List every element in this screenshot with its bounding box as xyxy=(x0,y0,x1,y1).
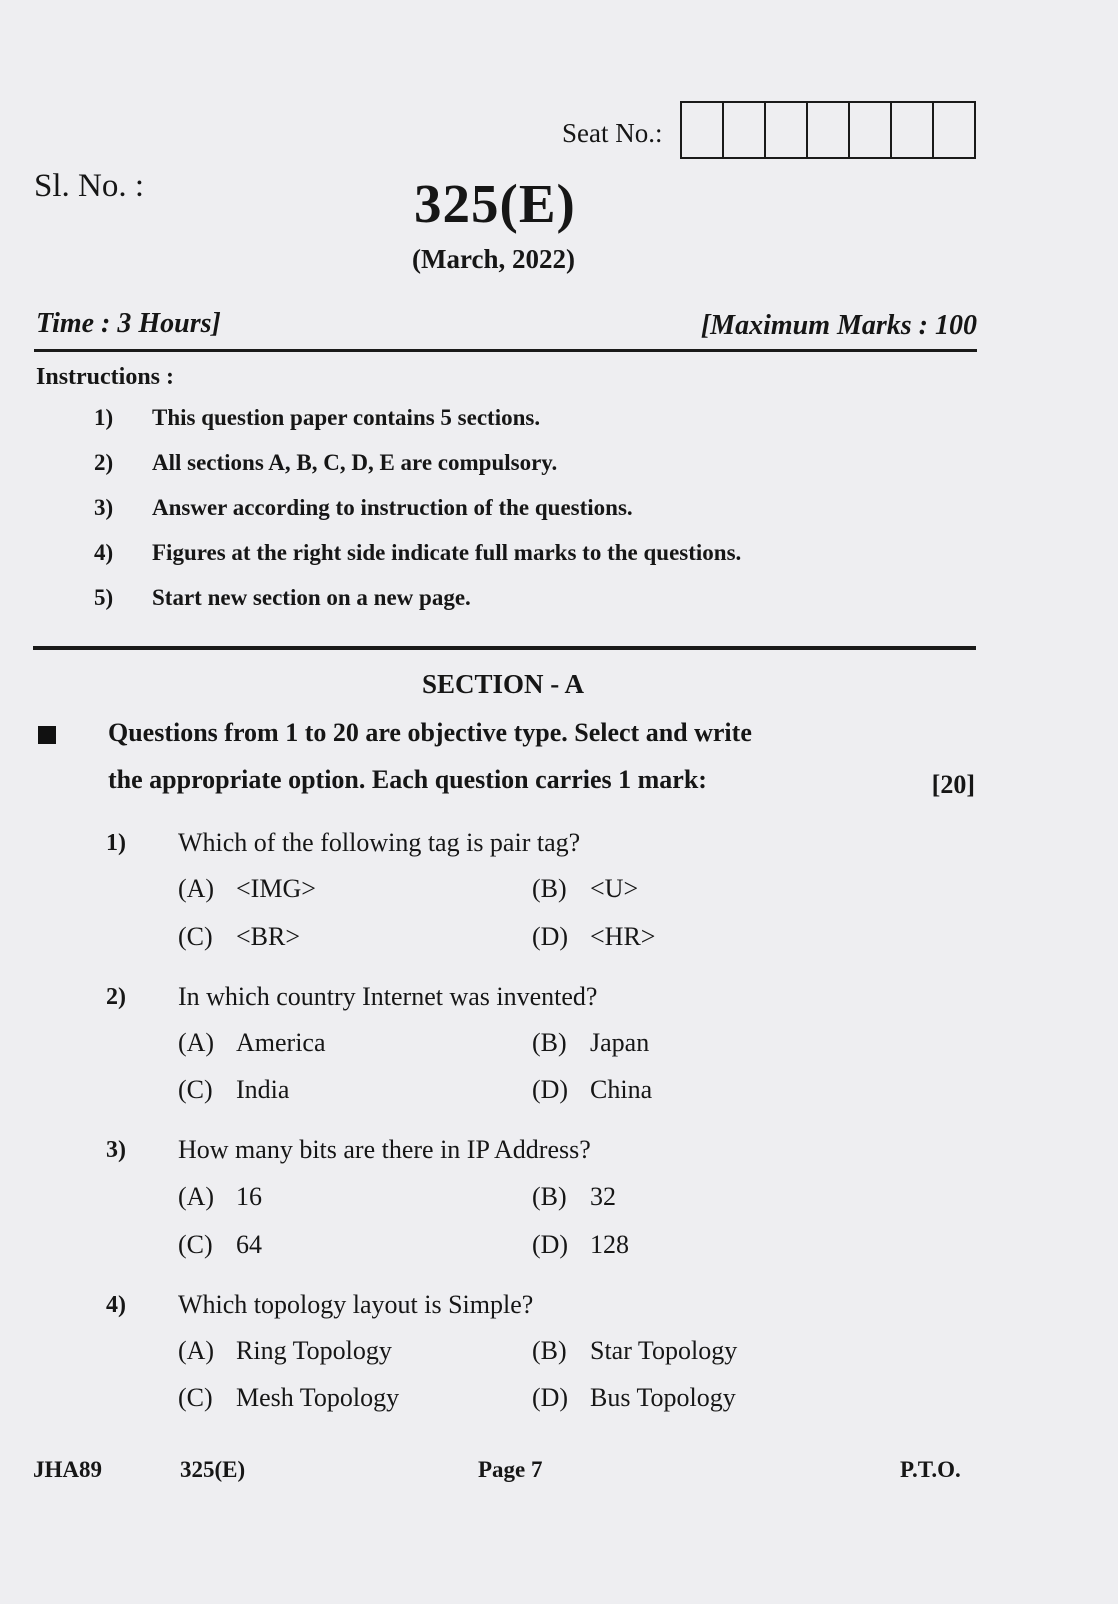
question-text: How many bits are there in IP Address? xyxy=(178,1135,591,1164)
option-label: (C) xyxy=(178,1075,213,1104)
option-text: <HR> xyxy=(590,922,656,951)
please-turn-over: P.T.O. xyxy=(900,1457,961,1482)
instruction-number: 5) xyxy=(94,585,114,610)
option-a xyxy=(178,1028,326,1058)
option-label: (C) xyxy=(178,1230,213,1259)
section-total-marks: [20] xyxy=(931,770,975,799)
option-text: India xyxy=(236,1075,290,1104)
question-text: Which of the following tag is pair tag? xyxy=(178,828,581,857)
seat-digit-box xyxy=(682,103,724,157)
question-number: 1) xyxy=(106,830,126,856)
section-note-line-2: the appropriate option. Each question carries 1 mark: xyxy=(108,765,707,794)
question-number: 3) xyxy=(106,1137,126,1163)
time-allowed: Time : 3 Hours] xyxy=(36,308,221,339)
option-label: (D) xyxy=(532,1383,569,1412)
exam-date: (March, 2022) xyxy=(412,244,575,274)
option-text: 128 xyxy=(590,1230,629,1259)
seat-digit-box xyxy=(850,103,892,157)
option-label: (A) xyxy=(178,1028,215,1057)
option-text: 32 xyxy=(590,1182,616,1211)
question-text: Which topology layout is Simple? xyxy=(178,1290,534,1319)
footer-code: JHA89 xyxy=(33,1457,102,1482)
section-note-line-1: Questions from 1 to 20 are objective type. Select and write xyxy=(108,718,752,747)
option-text: 64 xyxy=(236,1230,262,1259)
seat-number-boxes xyxy=(680,101,976,159)
option-text: 16 xyxy=(236,1182,262,1211)
option-c xyxy=(178,1075,289,1105)
option-text: Japan xyxy=(590,1028,650,1057)
instruction-text: Start new section on a new page. xyxy=(152,585,471,610)
option-d xyxy=(532,1383,736,1413)
seat-digit-box xyxy=(766,103,808,157)
option-text: <U> xyxy=(590,874,639,903)
instruction-text: This question paper contains 5 sections. xyxy=(152,405,541,430)
option-a xyxy=(178,1182,262,1212)
option-a xyxy=(178,1336,392,1366)
option-a xyxy=(178,874,316,904)
option-label: (A) xyxy=(178,1182,215,1211)
section-divider xyxy=(33,646,976,650)
seat-digit-box xyxy=(892,103,934,157)
option-d xyxy=(532,922,655,952)
option-b xyxy=(532,1182,616,1212)
option-c xyxy=(178,1383,399,1413)
option-label: (D) xyxy=(532,922,569,951)
option-c xyxy=(178,922,300,952)
instruction-number: 4) xyxy=(94,540,114,565)
question-number: 2) xyxy=(106,984,126,1010)
footer-paper-code: 325(E) xyxy=(180,1457,246,1482)
option-text: Star Topology xyxy=(590,1336,738,1365)
option-text: China xyxy=(590,1075,653,1104)
instruction-number: 1) xyxy=(94,405,114,430)
instruction-text: Answer according to instruction of the questions. xyxy=(152,495,633,520)
section-title: SECTION - A xyxy=(421,669,585,699)
option-label: (B) xyxy=(532,1336,567,1365)
option-c xyxy=(178,1230,262,1260)
option-label: (A) xyxy=(178,874,215,903)
option-b xyxy=(532,874,638,904)
option-label: (B) xyxy=(532,874,567,903)
maximum-marks: [Maximum Marks : 100 xyxy=(700,310,977,341)
option-label: (D) xyxy=(532,1075,569,1104)
option-text: America xyxy=(236,1028,326,1057)
seat-digit-box xyxy=(724,103,766,157)
option-label: (C) xyxy=(178,1383,213,1412)
instruction-number: 2) xyxy=(94,450,114,475)
seat-number-label: Seat No.: xyxy=(562,118,663,148)
option-text: <BR> xyxy=(236,922,301,951)
option-text: Mesh Topology xyxy=(236,1383,400,1412)
option-b xyxy=(532,1336,737,1366)
question-number: 4) xyxy=(106,1292,126,1318)
instruction-number: 3) xyxy=(94,495,114,520)
option-label: (B) xyxy=(532,1182,567,1211)
option-text: Bus Topology xyxy=(590,1383,736,1412)
header-divider xyxy=(34,349,977,352)
option-label: (D) xyxy=(532,1230,569,1259)
paper-code-title: 325(E) xyxy=(414,173,576,234)
instruction-text: Figures at the right side indicate full marks to the questions. xyxy=(152,540,742,565)
option-label: (C) xyxy=(178,922,213,951)
option-label: (B) xyxy=(532,1028,567,1057)
instructions-title: Instructions : xyxy=(36,364,175,390)
option-text: <IMG> xyxy=(236,874,316,903)
square-bullet-icon xyxy=(38,726,56,744)
seat-digit-box xyxy=(808,103,850,157)
option-label: (A) xyxy=(178,1336,215,1365)
instruction-text: All sections A, B, C, D, E are compulsory. xyxy=(152,450,558,475)
seat-digit-box xyxy=(934,103,974,157)
option-text: Ring Topology xyxy=(236,1336,392,1365)
option-d xyxy=(532,1230,629,1260)
option-b xyxy=(532,1028,649,1058)
option-d xyxy=(532,1075,652,1105)
serial-number-label: Sl. No. : xyxy=(34,168,145,204)
page-number: Page 7 xyxy=(478,1457,543,1482)
question-text: In which country Internet was invented? xyxy=(178,982,598,1011)
